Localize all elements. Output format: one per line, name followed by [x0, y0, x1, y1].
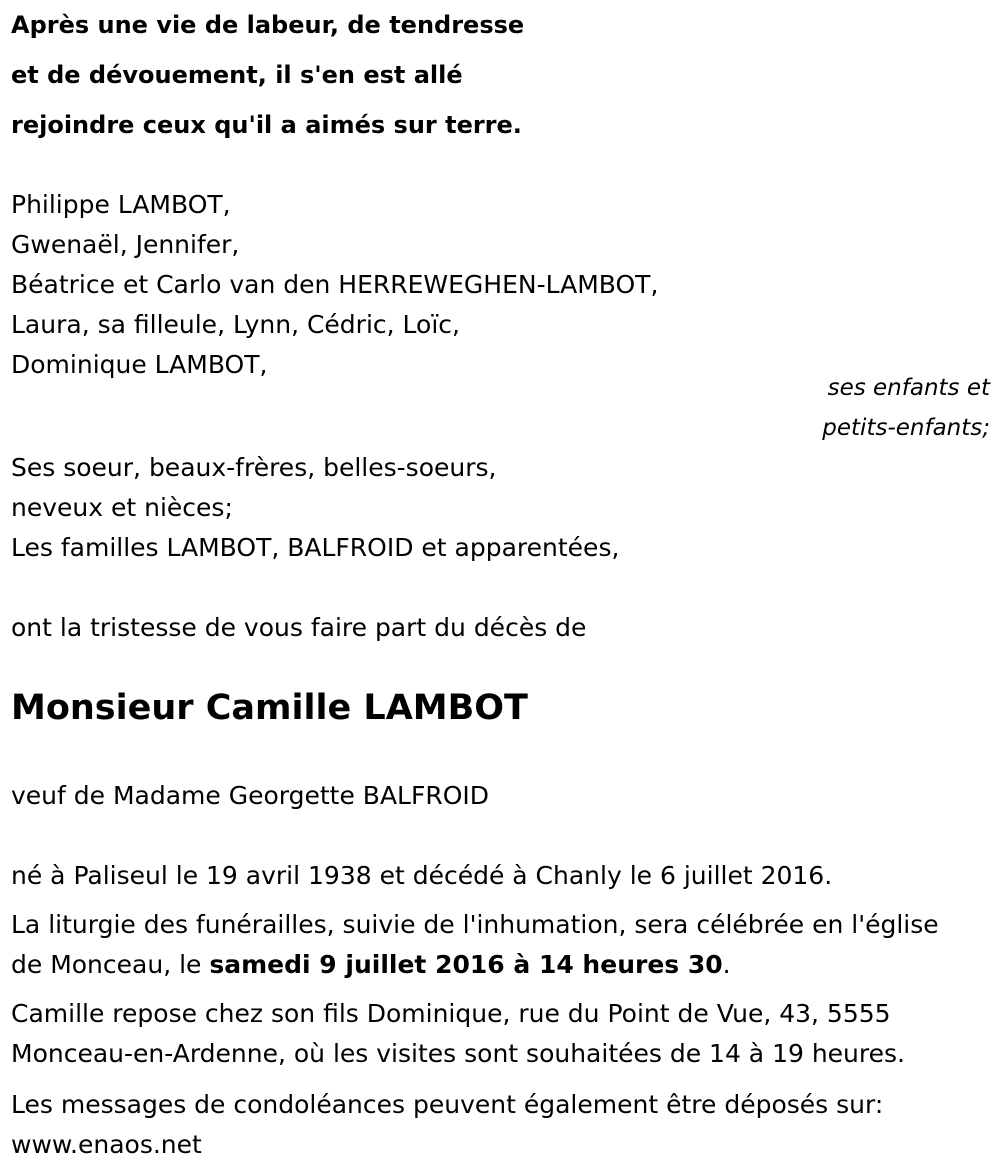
condolences-link-line	[11, 1130, 202, 1160]
widower-text: veuf de Madame Georgette BALFROID	[11, 781, 490, 810]
birth-death-text: né à Paliseul le 19 avril 1938 et décédé à Chanly le 6 juillet 2016.	[11, 861, 833, 890]
intro-line-3: rejoindre ceux qu'il a aimés sur terre.	[11, 111, 522, 139]
funeral-line-2-prefix: de Monceau, le	[11, 950, 210, 979]
child-line-1: Philippe LAMBOT,	[11, 190, 231, 219]
child-line-2: Gwenaël, Jennifer,	[11, 230, 240, 259]
intro-line-2: et de dévouement, il s'en est allé	[11, 61, 463, 89]
family-line-3: Les familles LAMBOT, BALFROID et apparentées,	[11, 533, 620, 562]
intro-line-1: Après une vie de labeur, de tendresse	[11, 11, 525, 39]
announcement-text: ont la tristesse de vous faire part du décès de	[11, 613, 587, 642]
visit-line-1: Camille repose chez son fils Dominique, rue du Point de Vue, 43, 5555	[11, 999, 891, 1028]
family-line-2: neveux et nièces;	[11, 493, 233, 522]
funeral-line-2	[11, 950, 731, 980]
visit-line-2: Monceau-en-Ardenne, où les visites sont souhaitées de 14 à 19 heures.	[11, 1039, 905, 1068]
condolences-line-1: Les messages de condoléances peuvent également être déposés sur:	[11, 1090, 884, 1119]
funeral-datetime: samedi 9 juillet 2016 à 14 heures 30	[209, 950, 723, 979]
funeral-line-2-suffix: .	[722, 950, 731, 979]
children-role-line-2: petits-enfants;	[822, 415, 990, 441]
child-line-3: Béatrice et Carlo van den HERREWEGHEN-LAMBOT,	[11, 270, 659, 299]
children-role-line-1: ses enfants et	[827, 375, 990, 401]
family-line-1: Ses soeur, beaux-frères, belles-soeurs,	[11, 453, 497, 482]
child-line-4: Laura, sa filleule, Lynn, Cédric, Loïc,	[11, 310, 460, 339]
condolences-link[interactable]: www.enaos.net	[11, 1130, 202, 1159]
deceased-name: Monsieur Camille LAMBOT	[11, 688, 528, 728]
funeral-line-1: La liturgie des funérailles, suivie de l'inhumation, sera célébrée en l'église	[11, 910, 939, 939]
child-line-5: Dominique LAMBOT,	[11, 350, 268, 379]
